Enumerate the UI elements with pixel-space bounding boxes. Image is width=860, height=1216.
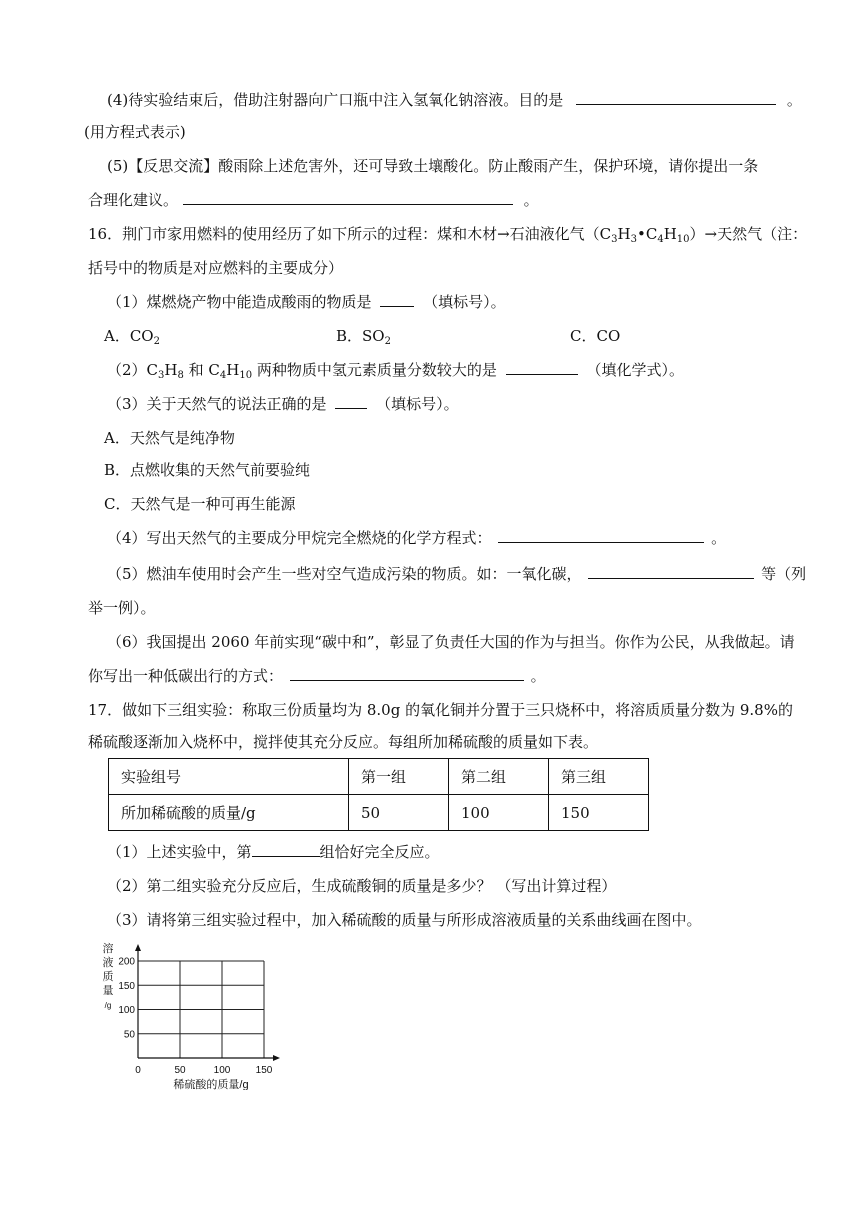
q16-stem-sub: 10 (676, 234, 690, 245)
q16-part2-text: 和 C (183, 361, 220, 379)
q15-part4-note: (用方程式表示) (84, 123, 186, 141)
q16-stem (88, 224, 807, 250)
q16-part3-tail: （填标号）。 (376, 395, 459, 413)
q16-part2 (107, 360, 684, 386)
x-axis-label: 稀硫酸的质量/g (173, 1079, 249, 1090)
x-tick-label: 100 (213, 1065, 231, 1076)
q15-part5-period: 。 (523, 191, 539, 209)
q16-part3-answer-blank[interactable] (335, 394, 367, 409)
y-axis-label: /g (104, 1001, 112, 1010)
q17-part1-text: 组恰好完全反应。 (319, 843, 440, 861)
q16-part2-answer-blank[interactable] (506, 360, 578, 375)
q16-part3 (107, 394, 459, 414)
y-tick-label: 50 (123, 1029, 135, 1041)
q16-part2-text: H (164, 361, 178, 379)
q16-part3-option-a: A．天然气是纯净物 (104, 429, 235, 447)
table-cell: 50 (349, 795, 449, 831)
q16-part2-sub: 10 (239, 370, 253, 381)
q16-part5-text: （5）燃油车使用时会产生一些对空气造成污染的物质。如：一氧化碳， (107, 565, 582, 583)
q16-part1-tail: （填标号）。 (423, 293, 506, 311)
q15-part5-answer-blank[interactable] (183, 190, 513, 205)
q16-part6-answer-blank[interactable] (290, 666, 524, 681)
y-tick-label: 100 (118, 1005, 135, 1016)
option-label: B．SO (336, 327, 385, 345)
q17-part3: （3）请将第三组实验过程中，加入稀硫酸的质量与所形成溶液质量的关系曲线画在图中。 (107, 911, 702, 929)
q16-part2-text: （2）C (107, 361, 159, 379)
q15-part5-text: 合理化建议。 (88, 191, 179, 209)
y-axis-arrow-icon (135, 944, 141, 951)
q17-part1-text: （1）上述实验中，第 (107, 843, 252, 861)
q16-part1 (107, 292, 506, 312)
q16-stem-sub: 4 (657, 234, 664, 245)
q16-part5-line2: 举一例）。 (88, 599, 156, 617)
q15-part5-line2 (88, 190, 539, 210)
q16-part2-text: 两种物质中氢元素质量分数较大的是 (252, 361, 497, 379)
table-header-cell: 第一组 (349, 759, 449, 795)
q16-stem-line2: 括号中的物质是对应燃料的主要成分） (88, 259, 344, 277)
q15-part4-answer-blank[interactable] (576, 90, 776, 105)
option-sub: 2 (153, 336, 160, 347)
q16-part1-option-b (336, 326, 391, 352)
q16-stem-text: H (663, 225, 677, 243)
option-label: A．CO (104, 327, 154, 345)
y-tick-label: 200 (118, 956, 135, 968)
q16-part1-text: （1）煤燃烧产物中能造成酸雨的物质是 (107, 293, 372, 311)
q17-part2: （2）第二组实验充分反应后，生成硫酸铜的质量是多少？ （写出计算过程） (107, 877, 617, 895)
option-label: C．CO (570, 327, 621, 345)
q16-part6-text: 你写出一种低碳出行的方式： (88, 667, 284, 685)
q16-part3-text: （3）关于天然气的说法正确的是 (107, 395, 327, 413)
q16-part2-sub: 3 (158, 370, 165, 381)
q16-part2-tail: （填化学式）。 (586, 361, 684, 379)
q16-part5 (107, 564, 806, 584)
chart-plot-area (103, 941, 281, 1090)
q16-part6-line2 (88, 666, 546, 686)
x-tick-label: 150 (255, 1065, 273, 1076)
q16-stem-text: ）→天然气（注： (689, 225, 808, 243)
q16-part2-text: H (226, 361, 240, 379)
table-row (109, 795, 649, 831)
q16-part3-option-c: C．天然气是一种可再生能源 (104, 495, 296, 513)
q16-part2-sub: 8 (177, 370, 184, 381)
q16-part4-text: （4）写出天然气的主要成分甲烷完全燃烧的化学方程式： (107, 529, 492, 547)
q17-part1-answer-blank[interactable] (252, 842, 320, 857)
table-cell: 150 (549, 795, 649, 831)
table-header-cell: 实验组号 (109, 759, 349, 795)
y-axis-label: 量 (102, 985, 114, 997)
table-header-cell: 第二组 (449, 759, 549, 795)
y-axis-label: 液 (102, 957, 114, 969)
q17-data-table (108, 758, 649, 831)
q16-part4 (107, 528, 726, 548)
x-tick-label: 0 (135, 1065, 141, 1076)
q16-part3-option-b: B．点燃收集的天然气前要验纯 (104, 461, 311, 479)
q16-part5-tail: 等（列 (761, 565, 807, 583)
x-axis-arrow-icon (273, 1055, 280, 1061)
q16-part1-option-a (104, 326, 160, 352)
q15-part4-text: (4)待实验结束后，借助注射器向广口瓶中注入氢氧化钠溶液。目的是 (107, 91, 564, 109)
q15-part5-line: (5)【反思交流】酸雨除上述危害外，还可导致土壤酸化。防止酸雨产生，保护环境，请你提出一条 (107, 157, 759, 175)
q16-part1-option-c (570, 326, 620, 346)
q16-part2-sub: 4 (219, 370, 227, 381)
q16-part4-answer-blank[interactable] (498, 528, 704, 543)
x-tick-label: 50 (174, 1065, 186, 1076)
y-axis-label: 溶 (102, 943, 114, 955)
table-header-row (109, 759, 649, 795)
q16-stem-text: H (617, 225, 631, 243)
table-header-cell: 第三组 (549, 759, 649, 795)
q15-part4-line (107, 90, 802, 110)
q16-part5-answer-blank[interactable] (588, 564, 754, 579)
q16-stem-text: •C (636, 225, 658, 243)
q16-part6-tail: 。 (530, 667, 546, 685)
option-sub: 2 (384, 336, 391, 347)
table-row-label: 所加稀硫酸的质量/g (109, 795, 349, 831)
table-cell: 100 (449, 795, 549, 831)
q16-part6: （6）我国提出 2060 年前实现“碳中和”，彰显了负责任大国的作为与担当。你作为公民，从我做起。请 (107, 633, 795, 651)
q16-stem-sub: 3 (611, 234, 618, 245)
q16-part1-answer-blank[interactable] (380, 292, 414, 307)
y-tick-label: 150 (118, 980, 135, 992)
q17-stem: 17．做如下三组实验：称取三份质量均为 8.0g 的氧化铜并分置于三只烧杯中，将溶质质量分数为 9.8%的 (88, 701, 793, 719)
q17-stem-line2: 稀硫酸逐渐加入烧杯中，搅拌使其充分反应。每组所加稀硫酸的质量如下表。 (88, 733, 599, 751)
q15-part4-period: 。 (786, 91, 802, 109)
q16-part4-tail: 。 (711, 529, 727, 547)
q17-blank-graph[interactable] (98, 940, 298, 1090)
q17-part1 (107, 842, 440, 862)
y-axis-label: 质 (102, 971, 114, 983)
q16-stem-text: 16．荆门市家用燃料的使用经历了如下所示的过程：煤和木材→石油液化气（C (88, 225, 612, 243)
q16-stem-sub: 3 (630, 234, 637, 245)
